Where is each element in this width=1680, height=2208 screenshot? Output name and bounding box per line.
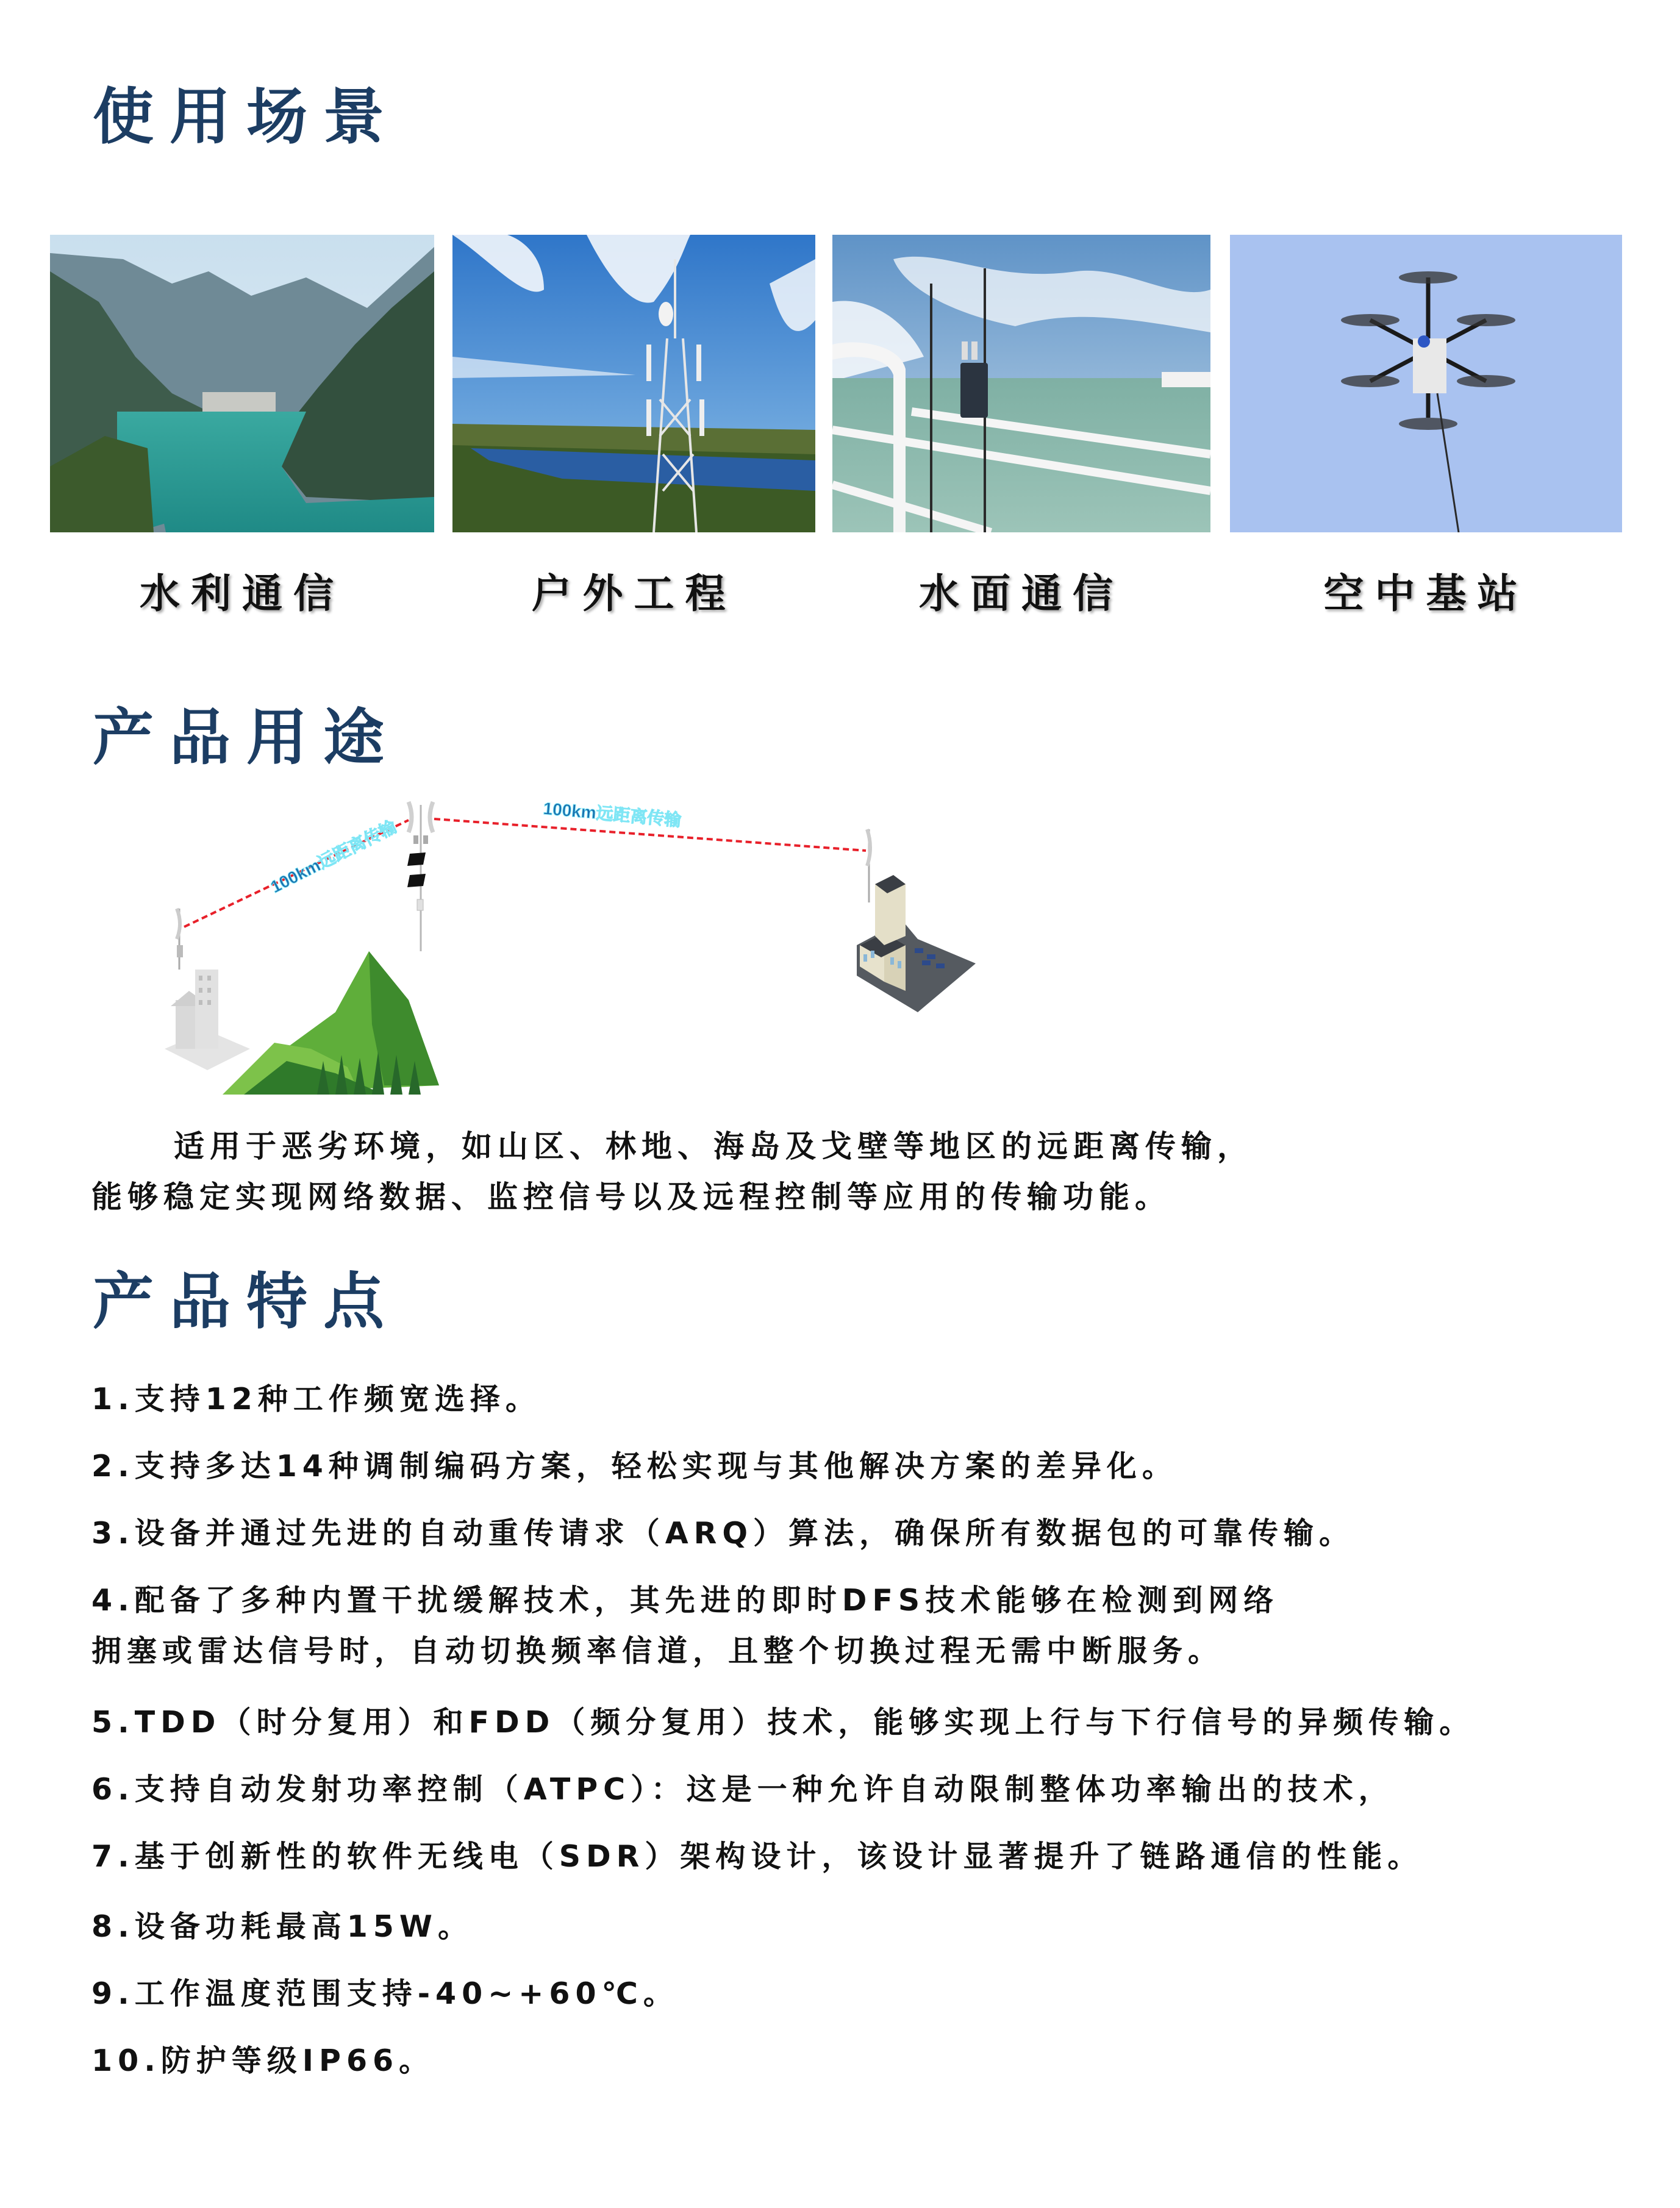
feature-item-10: 10.防护等级IP66。	[91, 2043, 435, 2078]
feature-item-6: 6.支持自动发射功率控制（ATPC）：这是一种允许自动限制整体功率输出的技术，	[91, 1772, 1394, 1807]
feature-item-7: 7.基于创新性的软件无线电（SDR）架构设计，该设计显著提升了链路通信的性能。	[91, 1839, 1423, 1874]
feature-item-4: 4.配备了多种内置干扰缓解技术，其先进的即时DFS技术能够在检测到网络	[91, 1583, 1279, 1618]
scenario-label-water-conservancy: 水利通信	[140, 570, 345, 617]
feature-item-8: 8.设备功耗最高15W。	[91, 1909, 473, 1944]
mountain-relay-tower-icon	[407, 802, 433, 951]
scenario-image-aerial-base-station	[1230, 235, 1622, 532]
section-title-usage: 产品用途	[93, 702, 400, 773]
feature-item-4-continued: 拥塞或雷达信号时，自动切换频率信道，且整个切换过程无需中断服务。	[91, 1634, 1224, 1668]
link-label-right: 100km远距离传输	[542, 799, 682, 830]
scenario-image-water-conservancy	[50, 235, 434, 532]
feature-item-3: 3.设备并通过先进的自动重传请求（ARQ）算法，确保所有数据包的可靠传输。	[91, 1516, 1355, 1551]
feature-item-1: 1.支持12种工作频宽选择。	[91, 1382, 541, 1417]
section-title-features: 产品特点	[93, 1266, 400, 1337]
section-title-scenarios: 使用场景	[93, 81, 400, 152]
scenario-label-water-surface: 水面通信	[919, 570, 1124, 617]
usage-paragraph-line-1: 适用于恶劣环境，如山区、林地、海岛及戈壁等地区的远距离传输，	[174, 1129, 1253, 1164]
scenario-image-water-surface	[832, 235, 1210, 532]
mountain-illustration	[223, 951, 439, 1095]
feature-item-5: 5.TDD（时分复用）和FDD（频分复用）技术，能够实现上行与下行信号的异频传输。	[91, 1705, 1475, 1740]
usage-paragraph-line-2: 能够稳定实现网络数据、监控信号以及远程控制等应用的传输功能。	[91, 1179, 1171, 1215]
right-building-icon	[857, 829, 976, 1012]
long-range-link-diagram	[152, 781, 1098, 1098]
scenario-image-outdoor-engineering	[452, 235, 815, 532]
left-building-icon	[165, 909, 250, 1070]
scenario-label-aerial-base-station: 空中基站	[1323, 570, 1529, 617]
feature-item-9: 9.工作温度范围支持-40~+60℃。	[91, 1976, 679, 2011]
scenario-label-outdoor-engineering: 户外工程	[531, 570, 737, 617]
feature-item-2: 2.支持多达14种调制编码方案，轻松实现与其他解决方案的差异化。	[91, 1449, 1178, 1484]
link-label-left: 100km远距离传输	[267, 816, 400, 897]
